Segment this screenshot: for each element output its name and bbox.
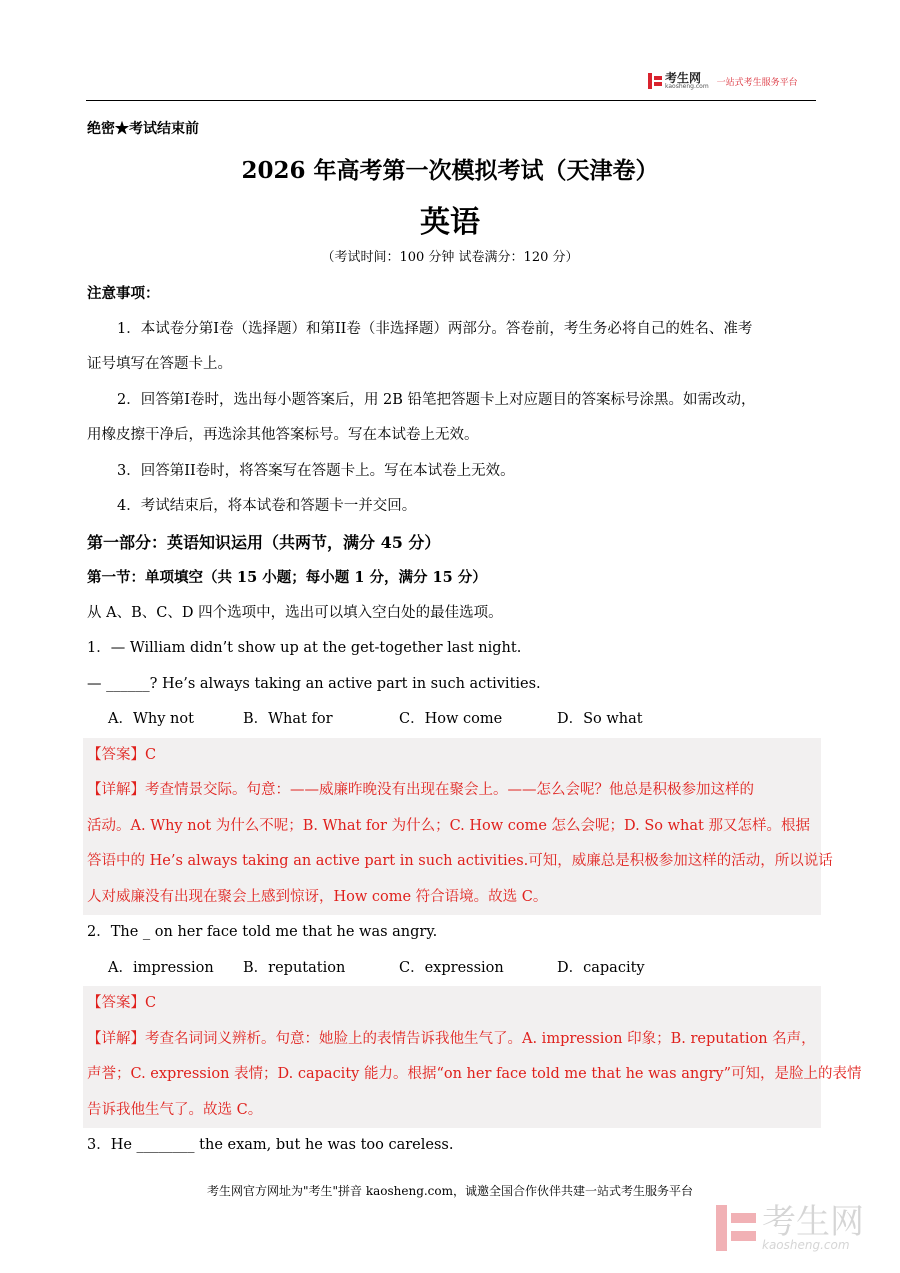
analysis-line: 告诉我他生气了。故选 C。	[87, 1101, 263, 1118]
analysis-line: 活动。A. Why not 为什么不呢；B. What for 为什么；C. How come 怎么会呢；D. So what 那又怎样。根据	[87, 817, 810, 834]
watermark-cn: 考生网	[762, 1202, 864, 1242]
subject-title: 英语	[420, 205, 480, 240]
header-divider	[86, 100, 816, 101]
kaosheng-logo-icon	[648, 73, 662, 89]
question-1	[87, 631, 833, 915]
option-b: B．What for	[243, 711, 333, 727]
section1-title: 第一节：单项填空（共 15 小题；每小题 1 分，满分 15 分）	[87, 569, 487, 586]
question-stem: 2．The _ on her face told me that he was angry.	[87, 924, 438, 940]
option-d: D．So what	[557, 711, 643, 727]
question-3	[87, 1128, 817, 1164]
document-body	[87, 276, 862, 1164]
analysis-line: 声誉；C. expression 表情；D. capacity 能力。根据“on her face told me that he was angry”可知，是脸上的表情	[87, 1066, 862, 1082]
logo-en-text: kaosheng.com	[665, 83, 709, 90]
option-a: A．impression	[108, 959, 214, 976]
question-stem: 3．He ________ the exam, but he was too careless.	[87, 1137, 454, 1153]
question-2	[87, 915, 862, 1128]
exam-info: （考试时间：100 分钟 试卷满分：120 分）	[321, 250, 579, 265]
option-c: C．How come	[399, 711, 503, 727]
part1-title: 第一部分：英语知识运用（共两节，满分 45 分）	[87, 532, 441, 552]
notice-line: 4．考试结束后，将本试卷和答题卡一并交回。	[117, 498, 417, 514]
logo	[648, 72, 709, 90]
question-options	[87, 702, 817, 738]
watermark-en: kaosheng.com	[762, 1238, 850, 1252]
notice-title: 注意事项：	[87, 285, 160, 302]
section1-instruction: 从 A、B、C、D 四个选项中，选出可以填入空白处的最佳选项。	[87, 604, 503, 621]
option-a: A．Why not	[108, 711, 194, 727]
logo-slogan: 一站式考生服务平台	[716, 77, 798, 88]
answer-block	[83, 986, 862, 1128]
answer-text: 【答案】C	[87, 995, 157, 1011]
notice-line: 证号填写在答题卡上。	[87, 356, 232, 372]
question-stem: 1．— William didn’t show up at the get-together last night.	[87, 640, 522, 656]
analysis-line: 答语中的 He’s always taking an active part in such activities.可知，威廉总是积极参加这样的活动，所以说话	[87, 853, 833, 869]
notice-line: 3．回答第II卷时，将答案写在答题卡上。写在本试卷上无效。	[117, 462, 515, 479]
answer-block	[83, 738, 833, 916]
answer-text: 【答案】C	[87, 746, 157, 763]
header-logo	[648, 72, 798, 90]
notice-line: 2．回答第I卷时，选出每小题答案后，用 2B 铅笔把答题卡上对应题目的答案标号涂黑。如需改动，	[117, 391, 756, 408]
notice-line: 用橡皮擦干净后，再选涂其他答案标号。写在本试卷上无效。	[87, 427, 479, 443]
watermark-logo-icon	[716, 1205, 756, 1251]
logo-cn-text: 考生网	[665, 71, 702, 85]
option-d: D．capacity	[557, 959, 645, 976]
notice-line: 1．本试卷分第I卷（选择题）和第II卷（非选择题）两部分。答卷前，考生务必将自己的姓名、准考	[117, 320, 753, 337]
analysis-line: 【详解】考查情景交际。句意：——威廉昨晚没有出现在聚会上。——怎么会呢？他总是积极参加这样的	[87, 782, 754, 798]
analysis-line: 人对威廉没有出现在聚会上感到惊讶，How come 符合语境。故选 C。	[87, 888, 548, 905]
option-b: B．reputation	[243, 959, 346, 976]
option-c: C．expression	[399, 959, 504, 976]
page-title: 2026 年高考第一次模拟考试（天津卷）	[241, 157, 659, 184]
watermark	[716, 1202, 864, 1252]
secret-label: 绝密★考试结束前	[87, 121, 199, 137]
footer-text: 考生网官方网址为"考生"拼音 kaosheng.com，诚邀全国合作伙伴共建一站式考生服务平台	[206, 1184, 694, 1198]
question-options	[87, 951, 817, 987]
question-stem: — ______? He’s always taking an active part in such activities.	[87, 675, 541, 692]
analysis-line: 【详解】考查名词词义辨析。句意：她脸上的表情告诉我他生气了。A. impression 印象；B. reputation 名声，	[87, 1030, 816, 1047]
